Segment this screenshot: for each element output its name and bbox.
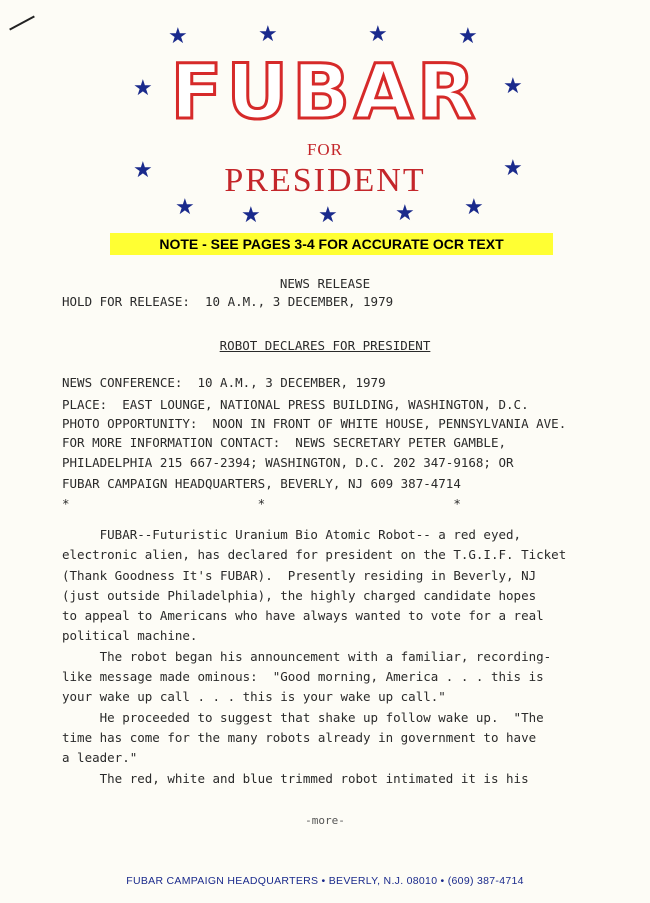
body-line: like message made ominous: "Good morning, America . . . this is	[62, 669, 544, 684]
star-icon: ★	[133, 158, 153, 183]
body-line: The robot began his announcement with a familiar, recording-	[62, 649, 552, 664]
separator: * * *	[62, 496, 461, 511]
star-icon: ★	[464, 195, 484, 220]
star-icon: ★	[133, 76, 153, 101]
star-icon: ★	[503, 156, 523, 181]
star-icon: ★	[503, 74, 523, 99]
detail-line: FOR MORE INFORMATION CONTACT: NEWS SECRETARY PETER GAMBLE,	[62, 435, 507, 450]
star-icon: ★	[395, 201, 415, 226]
body-line: electronic alien, has declared for president on the T.G.I.F. Ticket	[62, 547, 567, 562]
body-line: time has come for the many robots already in government to have	[62, 730, 537, 745]
president-label: PRESIDENT	[224, 162, 426, 199]
detail-line: FUBAR CAMPAIGN HEADQUARTERS, BEVERLY, NJ 609 387-4714	[62, 476, 461, 491]
detail-line: PHOTO OPPORTUNITY: NOON IN FRONT OF WHITE HOUSE, PENNSYLVANIA AVE.	[62, 416, 567, 431]
note-banner: NOTE - SEE PAGES 3-4 FOR ACCURATE OCR TEXT	[110, 233, 553, 255]
star-icon: ★	[458, 24, 478, 49]
body-line: He proceeded to suggest that shake up follow wake up. "The	[62, 710, 544, 725]
star-icon: ★	[175, 195, 195, 220]
footer-address: FUBAR CAMPAIGN HEADQUARTERS • BEVERLY, N.J. 08010 • (609) 387-4714	[126, 875, 524, 887]
body-line: FUBAR--Futuristic Uranium Bio Atomic Robot-- a red eyed,	[62, 527, 522, 542]
body-line: (Thank Goodness It's FUBAR). Presently residing in Beverly, NJ	[62, 568, 537, 583]
star-icon: ★	[168, 24, 188, 49]
detail-line: PHILADELPHIA 215 667-2394; WASHINGTON, D.C. 202 347-9168; OR	[62, 455, 514, 470]
star-icon: ★	[258, 22, 278, 47]
body-line: (just outside Philadelphia), the highly charged candidate hopes	[62, 588, 537, 603]
logo-text: FUBAR	[170, 47, 480, 136]
release-heading: NEWS RELEASE	[279, 276, 371, 291]
detail-line: NEWS CONFERENCE: 10 A.M., 3 DECEMBER, 1979	[62, 375, 386, 390]
body-line: The red, white and blue trimmed robot intimated it is his	[62, 771, 529, 786]
body-line: your wake up call . . . this is your wake up call."	[62, 689, 446, 704]
star-icon: ★	[318, 203, 338, 228]
star-icon: ★	[368, 22, 388, 47]
star-icon: ★	[241, 203, 261, 228]
more-marker: -more-	[305, 814, 345, 827]
hold-for-release: HOLD FOR RELEASE: 10 A.M., 3 DECEMBER, 1979	[62, 294, 394, 309]
pen-mark	[9, 16, 35, 31]
for-label: FOR	[306, 140, 344, 159]
release-title: ROBOT DECLARES FOR PRESIDENT	[219, 338, 431, 353]
body-line: to appeal to Americans who have always wanted to vote for a real	[62, 608, 544, 623]
body-line: political machine.	[62, 628, 198, 643]
detail-line: PLACE: EAST LOUNGE, NATIONAL PRESS BUILDING, WASHINGTON, D.C.	[62, 397, 529, 412]
release-title-wrap	[0, 340, 650, 353]
body-line: a leader."	[62, 750, 138, 765]
fubar-logo	[0, 47, 650, 136]
